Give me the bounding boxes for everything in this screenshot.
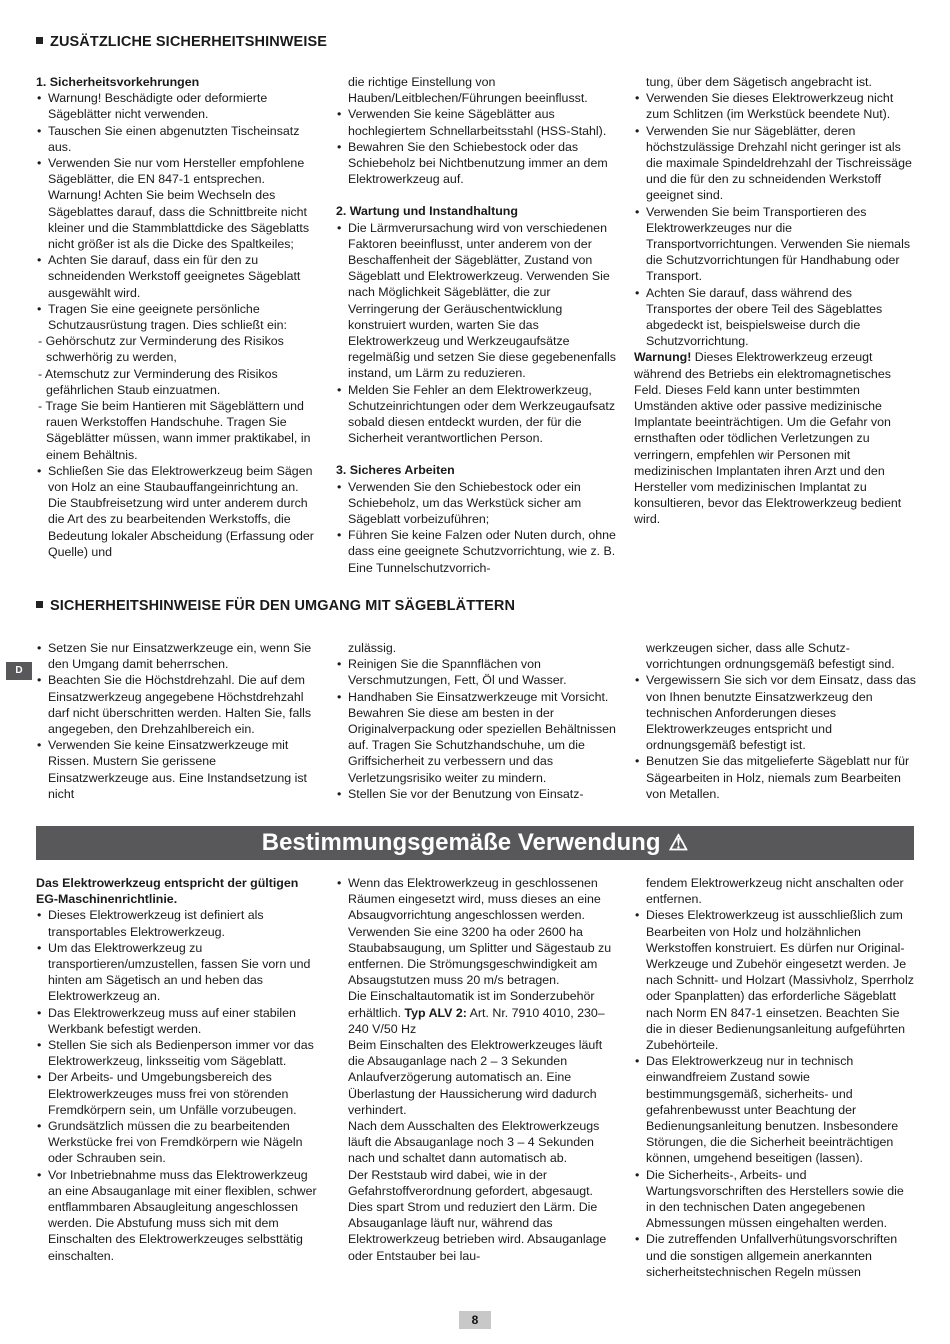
- paragraph: Der Reststaub wird dabei, wie in der Gefahrstoffverordnung gefordert, abgesaugt. Dies spart Strom und reduziert den Lärm. Die Absauganlage läuft nur, während das Elektrowerkzeug betrieben wird. Absauganlage oder Entstauber bei lau-: [348, 1167, 607, 1263]
- language-tab-badge: D: [6, 662, 32, 680]
- section-heading-saw-blades: [36, 598, 515, 614]
- list-item: • Vergewissern Sie sich vor dem Einsatz, dass das von Ihnen benutzte Einsatzwerkzeug den technischen Anforderungen dieses Elektrowerkzeuges entspricht und ordnungsgemäß befestigt ist.: [634, 672, 916, 753]
- paragraph-accessory: [336, 988, 618, 1037]
- list-item: • Um das Elektrowerkzeug zu transportieren/umzustellen, fassen Sie vorn und hinten am Sägetisch an und heben das Elektrowerkzeug an.: [36, 940, 318, 1005]
- list-item: • Verwenden Sie nur vom Hersteller empfohlene Sägeblätter, die EN 847-1 entsprechen. Warnung! Achten Sie beim Wechseln des Sägeblattes darauf, dass die Schnittbreite nicht kleiner und die Stammblattdicke des Sägeblatts nicht größer ist als die Dicke des Spaltkeiles;: [36, 155, 318, 252]
- subheading-ec-directive: Das Elektrowerkzeug entspricht der gültigen EG-Maschinenrichtlinie.: [36, 876, 299, 907]
- list-item: • Die Lärmverursachung wird von verschiedenen Faktoren beeinflusst, unter anderem von der Beschaffenheit der Sägeblätter, Zustand von Sägeblatt und Elektrowerkzeug. Verwenden Sie nach Möglichkeit Sägeblätter, die zur Verringerung der Geräuschentwicklung konstruiert wurden, warten Sie das Elektrowerkzeug und Werkzeugaufsätze regelmäßig und setzen Sie diese gegebenenfalls instand, um Lärm zu reduzieren.: [336, 220, 618, 382]
- list-item: • Grundsätzlich müssen die zu bearbeitenden Werkstücke frei von Fremdkörpern wie Nägeln oder Schrauben sein.: [36, 1118, 318, 1167]
- section3-column-1: [36, 875, 318, 1264]
- list-item: • Handhaben Sie Einsatzwerkzeuge mit Vorsicht. Bewahren Sie diese am besten in der Originalverpackung oder speziellen Behältnissen auf. Tragen Sie Schutzhandschuhe, um die Griffsicherheit zu verbessern und das Verletzungsrisiko weiter zu mindern.: [336, 689, 618, 786]
- list-item: • Melden Sie Fehler an dem Elektrowerkzeug, Schutzeinrichtungen oder dem Werkzeugaufsatz sobald diesen entdeckt wurden, der für die Sicherheit verantwortlichen Person.: [336, 382, 618, 447]
- list-item: • Der Arbeits- und Umgebungsbereich des Elektrowerkzeuges muss frei von störenden Fremdkörpern sein, um Unfälle vorzubeugen.: [36, 1069, 318, 1118]
- list-item: • Beachten Sie die Höchstdrehzahl. Die auf dem Einsatzwerkzeug angegebene Höchstdrehzahl darf nicht überschritten werden. Halten Sie, falls angegeben, den Drehzahlbereich ein.: [36, 672, 318, 737]
- list-item: • Stellen Sie sich als Bedienperson immer vor das Elektrowerkzeug, linksseitig vom Sägeblatt.: [36, 1037, 318, 1069]
- list-item: • Setzen Sie nur Einsatzwerkzeuge ein, wenn Sie den Umgang damit beherrschen.: [36, 640, 318, 672]
- warning-text: Dieses Elektrowerkzeug erzeugt während des Betriebs ein elektromagnetisches Feld. Dieses Feld kann unter bestimmten Umständen aktive oder passive medizinische Implantate beeinträchtigen. Um die Gefahr von ernsthaften oder tödlichen Verletzungen zu verringern, empfehlen wir Personen mit medizinischen Implantaten ihren Arzt und den Hersteller vom medizinischen Implantat zu konsultieren, bevor das Elektrowerkzeug bedient wird.: [634, 350, 902, 527]
- list-item: • Verwenden Sie dieses Elektrowerkzeug nicht zum Schlitzen (im Werkstück beendete Nut).: [634, 90, 916, 122]
- page-number: 8: [459, 1311, 491, 1329]
- text-span: Art. Nr. 7910 4010, 230–240 V/50 Hz: [348, 1005, 605, 1036]
- list-item: • Wenn das Elektrowerkzeug in geschlossenen Räumen eingesetzt wird, muss dieses an eine Absaugvorrichtung angeschlossen werden. Verwenden Sie eine 3200 ha oder 2600 ha Staubabsaugung, um Splitter und Sägestaub zu entfernen. Die Strömungsgeschwindigkeit am Absaugstutzen muss 20 m/s betragen.: [336, 875, 618, 988]
- sub-list-item: - Gehörschutz zur Verminderung des Risikos schwerhörig zu werden,: [38, 334, 284, 365]
- warning-label: Warnung!: [634, 350, 692, 365]
- section3-column-2: [336, 875, 618, 1264]
- warning-paragraph: [634, 349, 916, 527]
- section-heading-text: SICHERHEITSHINWEISE FÜR DEN UMGANG MIT SÄGEBLÄTTERN: [50, 598, 516, 614]
- list-item: • Achten Sie darauf, dass ein für den zu schneidenden Werkstoff geeignetes Sägeblatt ausgewählt wird.: [36, 252, 318, 301]
- list-item: • Das Elektrowerkzeug muss auf einer stabilen Werkbank befestigt werden.: [36, 1005, 318, 1037]
- section2-column-2: [336, 640, 618, 802]
- continued-text: werkzeugen sicher, dass alle Schutz-vorrichtungen ordnungsgemäß befestigt sind.: [646, 641, 895, 672]
- banner-title: Bestimmungsgemäße Verwendung: [261, 829, 661, 856]
- section2-column-3: [634, 640, 916, 802]
- list-item: • Tragen Sie eine geeignete persönliche Schutzausrüstung tragen. Dies schließt ein:: [36, 301, 318, 333]
- square-bullet-icon: [36, 601, 43, 608]
- list-item: • Reinigen Sie die Spannflächen von Verschmutzungen, Fett, Öl und Wasser.: [336, 656, 618, 688]
- list-item: • Tauschen Sie einen abgenutzten Tischeinsatz aus.: [36, 123, 318, 155]
- continued-text: tung, über dem Sägetisch angebracht ist.: [646, 75, 872, 89]
- product-type-label: Typ ALV 2:: [404, 1005, 467, 1020]
- section2-column-1: [36, 640, 318, 802]
- section3-column-3: [634, 875, 916, 1280]
- list-item: • Achten Sie darauf, dass während des Transportes der obere Teil des Sägeblattes abgedeckt ist, beispielsweise durch die Schutzvorrichtung.: [634, 285, 916, 350]
- section-heading-text: ZUSÄTZLICHE SICHERHEITSHINWEISE: [50, 34, 327, 50]
- list-item: • Führen Sie keine Falzen oder Nuten durch, ohne dass eine geeignete Schutzvorrichtung, wie z. B. Eine Tunnelschutzvorrich-: [336, 527, 618, 576]
- sub-list-item: - Trage Sie beim Hantieren mit Sägeblättern und rauen Werkstoffen Handschuhe. Tragen Sie Sägeblätter müssen, wann immer praktikabel, in einem Behältnis.: [38, 399, 311, 462]
- list-item: • Verwenden Sie beim Transportieren des Elektrowerkzeuges nur die Transportvorrichtungen. Verwenden Sie niemals die Schutzvorrichtungen für Handhabung oder Transport.: [634, 204, 916, 285]
- list-item: • Verwenden Sie den Schiebestock oder ein Schiebeholz, um das Werkstück sicher am Sägeblatt vorbeizuführen;: [336, 479, 618, 528]
- subheading-maintenance: 2. Wartung und Instandhaltung: [336, 204, 518, 219]
- paragraph: Nach dem Ausschalten des Elektrowerkzeugs läuft die Absauganlage noch 3 – 4 Sekunden nach und schaltet dann automatisch ab.: [348, 1119, 600, 1166]
- list-item: • Verwenden Sie keine Sägeblätter aus hochlegiertem Schnellarbeitsstahl (HSS-Stahl).: [336, 106, 618, 138]
- section1-column-1: [36, 74, 318, 560]
- continued-text: die richtige Einstellung von Hauben/Leitblechen/Führungen beeinflusst.: [348, 75, 588, 106]
- section-heading-additional-safety: [36, 34, 327, 50]
- warning-triangle-icon: ⚠: [668, 830, 689, 855]
- section1-column-3: [634, 74, 916, 528]
- list-item: • Stellen Sie vor der Benutzung von Einsatz-: [336, 786, 618, 802]
- list-item: • Dieses Elektrowerkzeug ist definiert als transportables Elektrowerkzeug.: [36, 907, 318, 939]
- square-bullet-icon: [36, 37, 43, 44]
- subheading-safety-precautions: 1. Sicherheitsvorkehrungen: [36, 75, 200, 89]
- list-item: • Vor Inbetriebnahme muss das Elektrowerkzeug an eine Absauganlage mit einer flexiblen, schwer entflammbaren Absaugleitung angeschlossen werden. Die Abstufung muss sich mit dem Einschalten des Elektrowerkzeuges selbsttätig einschalten.: [36, 1167, 318, 1264]
- continued-text: zulässig.: [348, 641, 397, 655]
- paragraph: Beim Einschalten des Elektrowerkzeuges läuft die Absauganlage nach 2 – 3 Sekunden Anlaufverzögerung automatisch an. Eine Überlastung der Haussicherung wird dadurch verhindert.: [348, 1038, 603, 1117]
- text-span: Die Einschaltautomatik ist im Sonderzubehör erhältlich.: [348, 989, 595, 1020]
- list-item: • Verwenden Sie nur Sägeblätter, deren höchstzulässige Drehzahl nicht geringer ist als die maximale Spindeldrehzahl der Tischreissäge und die für den zu schneidenden Werkstoff geeignet sind.: [634, 123, 916, 204]
- intended-use-banner: [36, 826, 914, 860]
- section1-column-2: [336, 74, 618, 576]
- list-item: • Die zutreffenden Unfallverhütungsvorschriften und die sonstigen allgemein anerkannten sicherheitstechnischen Regeln müssen: [634, 1231, 916, 1280]
- continued-text: fendem Elektrowerkzeug nicht anschalten oder entfernen.: [646, 876, 904, 907]
- list-item: • Warnung! Beschädigte oder deformierte Sägeblätter nicht verwenden.: [36, 90, 318, 122]
- list-item: • Die Sicherheits-, Arbeits- und Wartungsvorschriften des Herstellers sowie die in den technischen Daten angegebenen Abmessungen müssen eingehalten werden.: [634, 1167, 916, 1232]
- list-item: • Dieses Elektrowerkzeug ist ausschließlich zum Bearbeiten von Holz und holzähnlichen Werkstoffen konstruiert. Es dürfen nur Original-Werkzeuge und Zubehör eingesetzt werden. Je nach Schnitt- und Holzart (Massivholz, Sperrholz oder Spanplatten) das erforderliche Sägeblatt nach Norm EN 847-1 einsetzen. Beachten Sie die in dieser Bedienungsanleitung aufgeführten Zubehörteile.: [634, 907, 916, 1053]
- list-item: • Das Elektrowerkzeug nur in technisch einwandfreiem Zustand sowie bestimmungsgemäß, sicherheits- und gefahrenbewusst unter Beachtung der Bedienungsanleitung benutzen. Insbesondere Störungen, die die Sicherheit beeinträchtigen können, umgehend beseitigen (lassen).: [634, 1053, 916, 1166]
- list-item: • Verwenden Sie keine Einsatzwerkzeuge mit Rissen. Mustern Sie gerissene Einsatzwerkzeuge aus. Eine Instandsetzung ist nicht: [36, 737, 318, 802]
- sub-list-item: - Atemschutz zur Verminderung des Risikos gefährlichen Staub einzuatmen.: [38, 366, 278, 397]
- list-item: • Schließen Sie das Elektrowerkzeug beim Sägen von Holz an eine Staubauffangeinrichtung an. Die Staubfreisetzung wird unter anderem durch die Art des zu bearbeitenden Werkstoffs, die Bedeutung lokaler Abscheidung (Erfassung oder Quelle) und: [36, 463, 318, 560]
- list-item: • Benutzen Sie das mitgelieferte Sägeblatt nur für Sägearbeiten in Holz, niemals zum Bearbeiten von Metallen.: [634, 753, 916, 802]
- subheading-safe-working: 3. Sicheres Arbeiten: [336, 463, 455, 478]
- list-item: • Bewahren Sie den Schiebestock oder das Schiebeholz bei Nichtbenutzung immer an dem Elektrowerkzeug auf.: [336, 139, 618, 188]
